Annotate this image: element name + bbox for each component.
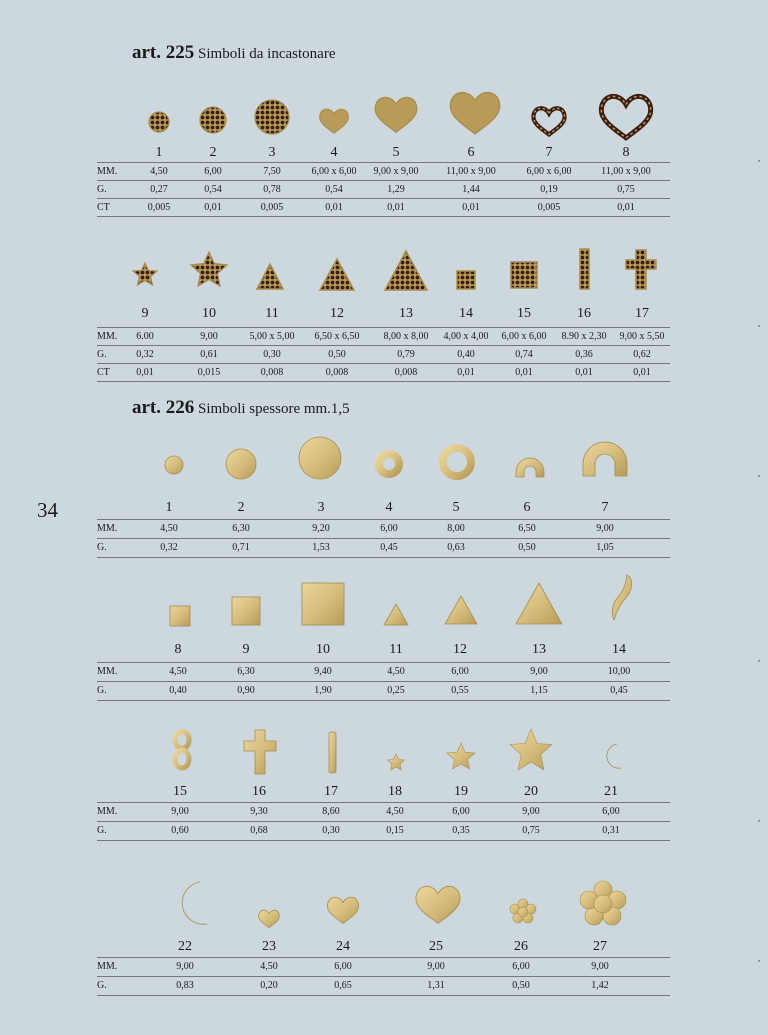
cell-g: 0,15 — [386, 825, 404, 836]
cell-mm: 9,00 x 9,00 — [373, 166, 419, 177]
row-label-g: G. — [97, 349, 107, 360]
crescent-22-icon — [182, 882, 207, 924]
art-226-title: Simboli spessore mm.1,5 — [198, 401, 350, 417]
cell-g: 0,20 — [260, 980, 278, 991]
cell-mm: 9,00 — [530, 666, 548, 677]
cell-mm: 9,00 — [176, 961, 194, 972]
cell-g: 0,36 — [575, 349, 593, 360]
row-label-mm: MM. — [97, 961, 118, 972]
cell-mm: 8,00 x 8,00 — [383, 331, 429, 342]
cell-g: 1,44 — [462, 184, 480, 195]
item-number: 18 — [388, 784, 402, 799]
set-heart-outline-8-icon — [601, 96, 650, 137]
cell-mm: 6,00 — [380, 523, 398, 534]
item-number: 9 — [242, 642, 250, 657]
square-9-icon — [232, 597, 260, 625]
item-number: 4 — [330, 145, 338, 160]
crescent-21-icon — [607, 744, 621, 768]
item-number: 26 — [514, 939, 528, 954]
margin-mark — [758, 960, 760, 962]
heart-23-icon — [259, 910, 280, 927]
item-number: 20 — [524, 784, 538, 799]
item-number: 27 — [593, 939, 607, 954]
cell-g: 0,25 — [387, 685, 405, 696]
set-heart-6-icon — [450, 92, 499, 133]
art-225-title: Simboli da incastonare — [198, 46, 336, 62]
ring-4-icon — [379, 454, 399, 474]
item-number: 3 — [268, 145, 276, 160]
cell-g: 0,32 — [160, 542, 178, 553]
set-square-14-icon — [457, 271, 475, 289]
item-number: 13 — [399, 306, 413, 321]
table-rule — [97, 216, 670, 217]
item-number: 10 — [202, 306, 216, 321]
art-226-label: art. 226 — [132, 397, 195, 418]
cell-mm: 10,00 — [607, 666, 631, 677]
table-rule — [97, 162, 670, 163]
cell-mm: 4,50 — [260, 961, 278, 972]
row-label-g: G. — [97, 980, 107, 991]
cell-g: 0,40 — [457, 349, 475, 360]
table-rule — [97, 802, 670, 803]
cell-g: 1,31 — [427, 980, 445, 991]
set-symbol-3-icon — [255, 100, 289, 134]
cell-g: 0,45 — [380, 542, 398, 553]
row-label-ct: CT — [97, 202, 110, 213]
cell-mm: 9,30 — [250, 806, 268, 817]
cell-mm: 6,00 — [452, 806, 470, 817]
cell-g: 0,50 — [512, 980, 530, 991]
cell-ct: 0,008 — [325, 367, 349, 378]
row-label-mm: MM. — [97, 166, 118, 177]
item-number: 14 — [459, 306, 473, 321]
cell-g: 0,60 — [171, 825, 189, 836]
cell-g: 0,75 — [617, 184, 635, 195]
cell-g: 1,05 — [596, 542, 614, 553]
item-number: 24 — [336, 939, 350, 954]
cell-g: 1,15 — [530, 685, 548, 696]
cell-mm: 9,00 — [171, 806, 189, 817]
item-number: 21 — [604, 784, 618, 799]
margin-mark — [758, 820, 760, 822]
art-226-heading — [132, 397, 350, 419]
cell-mm: 4,50 — [150, 166, 168, 177]
cell-g: 0,30 — [263, 349, 281, 360]
cell-mm: 4,50 — [169, 666, 187, 677]
item-number: 16 — [577, 306, 591, 321]
cell-mm: 5,00 x 5,00 — [249, 331, 295, 342]
row-label-ct: CT — [97, 367, 110, 378]
cell-mm: 4,00 x 4,00 — [443, 331, 489, 342]
row-label-mm: MM. — [97, 666, 118, 677]
cell-mm: 9,40 — [314, 666, 332, 677]
cell-g: 0,90 — [237, 685, 255, 696]
bar-17-icon — [329, 732, 336, 773]
row-label-mm: MM. — [97, 806, 118, 817]
table-rule — [97, 840, 670, 841]
cell-mm: 9,00 — [522, 806, 540, 817]
set-heart-5-icon — [375, 97, 417, 132]
set-symbol-2-icon — [200, 107, 226, 133]
art-225-label: art. 225 — [132, 42, 195, 63]
infinity-15-icon — [175, 732, 189, 769]
item-number: 12 — [330, 306, 344, 321]
cell-mm: 9,00 — [200, 331, 218, 342]
cell-mm: 9,00 x 5,50 — [619, 331, 665, 342]
cell-mm: 6,00 x 6,00 — [526, 166, 572, 177]
margin-mark — [758, 660, 760, 662]
item-number: 12 — [453, 642, 467, 657]
cell-ct: 0,01 — [325, 202, 343, 213]
set-cross-17-icon — [626, 250, 656, 289]
row-label-mm: MM. — [97, 331, 118, 342]
cell-g: 0,83 — [176, 980, 194, 991]
item-number: 25 — [429, 939, 443, 954]
cell-g: 0,75 — [522, 825, 540, 836]
table-rule — [97, 995, 670, 996]
cell-g: 0,50 — [518, 542, 536, 553]
row-label-g: G. — [97, 542, 107, 553]
cell-g: 0,68 — [250, 825, 268, 836]
table-rule — [97, 180, 670, 181]
item-number: 9 — [141, 306, 149, 321]
item-number: 8 — [174, 642, 182, 657]
cell-ct: 0,01 — [633, 367, 651, 378]
cell-mm: 11,00 x 9,00 — [601, 166, 651, 177]
row-label-g: G. — [97, 184, 107, 195]
item-number: 5 — [392, 145, 400, 160]
cell-g: 1,90 — [314, 685, 332, 696]
cell-ct: 0,01 — [136, 367, 154, 378]
cell-ct: 0,01 — [575, 367, 593, 378]
set-bar-16-icon — [580, 249, 589, 289]
table-rule — [97, 327, 670, 328]
star-19-icon — [447, 743, 475, 769]
horn-14-icon — [612, 575, 631, 620]
cell-mm: 6,30 — [232, 523, 250, 534]
item-number: 3 — [317, 500, 325, 515]
disc-3-icon — [299, 437, 341, 479]
table-rule — [97, 957, 670, 958]
cell-mm: 6,50 x 6,50 — [314, 331, 360, 342]
set-heart-4-icon — [320, 109, 349, 133]
item-number: 15 — [517, 306, 531, 321]
cell-ct: 0,01 — [387, 202, 405, 213]
item-number: 8 — [622, 145, 630, 160]
item-number: 10 — [316, 642, 330, 657]
set-triangle-13-icon — [385, 251, 427, 290]
cell-mm: 6,30 — [237, 666, 255, 677]
cell-g: 0,63 — [447, 542, 465, 553]
set-triangle-12-icon — [320, 259, 354, 290]
set-heart-outline-7-icon — [533, 108, 564, 134]
cell-g: 0,55 — [451, 685, 469, 696]
item-number: 2 — [237, 500, 245, 515]
set-star-10-icon — [191, 252, 227, 286]
page-number: 34 — [37, 498, 58, 522]
star-18-icon — [388, 754, 405, 770]
table-rule — [97, 700, 670, 701]
row-label-g: G. — [97, 685, 107, 696]
cell-ct: 0,008 — [260, 367, 284, 378]
set-star-9-icon — [133, 263, 157, 285]
cell-ct: 0,005 — [537, 202, 561, 213]
item-number: 1 — [155, 145, 163, 160]
cell-mm: 7,50 — [263, 166, 281, 177]
table-rule — [97, 681, 670, 682]
item-number: 1 — [165, 500, 173, 515]
horseshoe-6-icon — [516, 458, 544, 477]
cell-ct: 0,01 — [462, 202, 480, 213]
cell-mm: 9,20 — [312, 523, 330, 534]
table-rule — [97, 363, 670, 364]
cell-mm: 6,00 — [512, 961, 530, 972]
item-number: 6 — [467, 145, 475, 160]
cell-g: 0,35 — [452, 825, 470, 836]
cell-mm: 6.00 — [136, 331, 154, 342]
cell-g: 0,32 — [136, 349, 154, 360]
cell-g: 0,27 — [150, 184, 168, 195]
item-number: 17 — [635, 306, 649, 321]
star-20-icon — [510, 729, 552, 770]
cell-g: 1,42 — [591, 980, 609, 991]
table-rule — [97, 198, 670, 199]
cell-mm: 8,00 — [447, 523, 465, 534]
cell-mm: 8,60 — [322, 806, 340, 817]
cell-g: 0,61 — [200, 349, 218, 360]
table-rule — [97, 538, 670, 539]
cell-ct: 0,01 — [457, 367, 475, 378]
cell-g: 0,45 — [610, 685, 628, 696]
horseshoe-7-icon — [583, 442, 627, 476]
cell-g: 0,79 — [397, 349, 415, 360]
cell-g: 0,31 — [602, 825, 620, 836]
ring-5-icon — [443, 448, 471, 476]
cell-g: 0,30 — [322, 825, 340, 836]
table-rule — [97, 519, 670, 520]
cell-g: 0,19 — [540, 184, 558, 195]
set-square-15-icon — [511, 262, 537, 288]
cell-mm: 6,00 — [334, 961, 352, 972]
cell-mm: 8.90 x 2,30 — [561, 331, 607, 342]
cell-g: 0,54 — [325, 184, 343, 195]
cell-mm: 6,00 — [204, 166, 222, 177]
art-225-heading — [132, 42, 335, 64]
flower-26-icon — [510, 899, 536, 923]
item-number: 22 — [178, 939, 192, 954]
item-number: 5 — [452, 500, 460, 515]
cell-ct: 0,01 — [617, 202, 635, 213]
cell-ct: 0,01 — [515, 367, 533, 378]
cell-mm: 4,50 — [387, 666, 405, 677]
item-number: 6 — [523, 500, 531, 515]
cell-g: 0,78 — [263, 184, 281, 195]
item-number: 11 — [389, 642, 403, 657]
margin-mark — [758, 325, 760, 327]
cell-mm: 4,50 — [160, 523, 178, 534]
item-number: 13 — [532, 642, 546, 657]
cell-mm: 9,00 — [591, 961, 609, 972]
margin-mark — [758, 160, 760, 162]
table-rule — [97, 662, 670, 663]
cell-mm: 4,50 — [386, 806, 404, 817]
cell-g: 1,29 — [387, 184, 405, 195]
cell-g: 0,65 — [334, 980, 352, 991]
cell-mm: 9,00 — [427, 961, 445, 972]
item-number: 7 — [601, 500, 609, 515]
item-number: 16 — [252, 784, 266, 799]
item-number: 2 — [209, 145, 217, 160]
row-label-g: G. — [97, 825, 107, 836]
item-number: 19 — [454, 784, 468, 799]
cell-mm: 6,00 — [602, 806, 620, 817]
table-rule — [97, 381, 670, 382]
item-number: 15 — [173, 784, 187, 799]
cell-ct: 0,005 — [260, 202, 284, 213]
cell-ct: 0,005 — [147, 202, 171, 213]
cell-g: 0,71 — [232, 542, 250, 553]
heart-24-icon — [327, 897, 358, 923]
cell-mm: 11,00 x 9,00 — [446, 166, 496, 177]
disc-1-icon — [165, 456, 183, 474]
item-number: 17 — [324, 784, 338, 799]
item-number: 7 — [545, 145, 553, 160]
item-number: 14 — [612, 642, 626, 657]
cell-ct: 0,01 — [204, 202, 222, 213]
triangle-13-icon — [516, 583, 562, 624]
cell-mm: 6,00 x 6,00 — [311, 166, 357, 177]
table-rule — [97, 345, 670, 346]
table-rule — [97, 557, 670, 558]
heart-25-icon — [416, 886, 460, 923]
triangle-12-icon — [445, 596, 477, 624]
flower-27-icon — [580, 881, 626, 925]
cell-g: 0,62 — [633, 349, 651, 360]
cell-g: 0,74 — [515, 349, 533, 360]
disc-2-icon — [226, 449, 256, 479]
cell-g: 0,50 — [328, 349, 346, 360]
margin-mark — [758, 475, 760, 477]
cell-g: 0,40 — [169, 685, 187, 696]
item-number: 4 — [385, 500, 393, 515]
set-symbol-1-icon — [149, 112, 169, 132]
cell-mm: 6,50 — [518, 523, 536, 534]
cell-mm: 6,00 — [451, 666, 469, 677]
table-rule — [97, 821, 670, 822]
cell-mm: 6,00 x 6,00 — [501, 331, 547, 342]
set-triangle-11-icon — [257, 264, 283, 289]
triangle-11-icon — [384, 604, 408, 625]
item-number: 11 — [265, 306, 279, 321]
cell-ct: 0,015 — [197, 367, 221, 378]
cell-g: 1,53 — [312, 542, 330, 553]
table-rule — [97, 976, 670, 977]
cell-ct: 0,008 — [394, 367, 418, 378]
square-8-icon — [170, 606, 190, 626]
item-number: 23 — [262, 939, 276, 954]
cell-mm: 9,00 — [596, 523, 614, 534]
cross-16-icon — [244, 730, 276, 774]
square-10-icon — [302, 583, 344, 625]
cell-g: 0,54 — [204, 184, 222, 195]
row-label-mm: MM. — [97, 523, 118, 534]
